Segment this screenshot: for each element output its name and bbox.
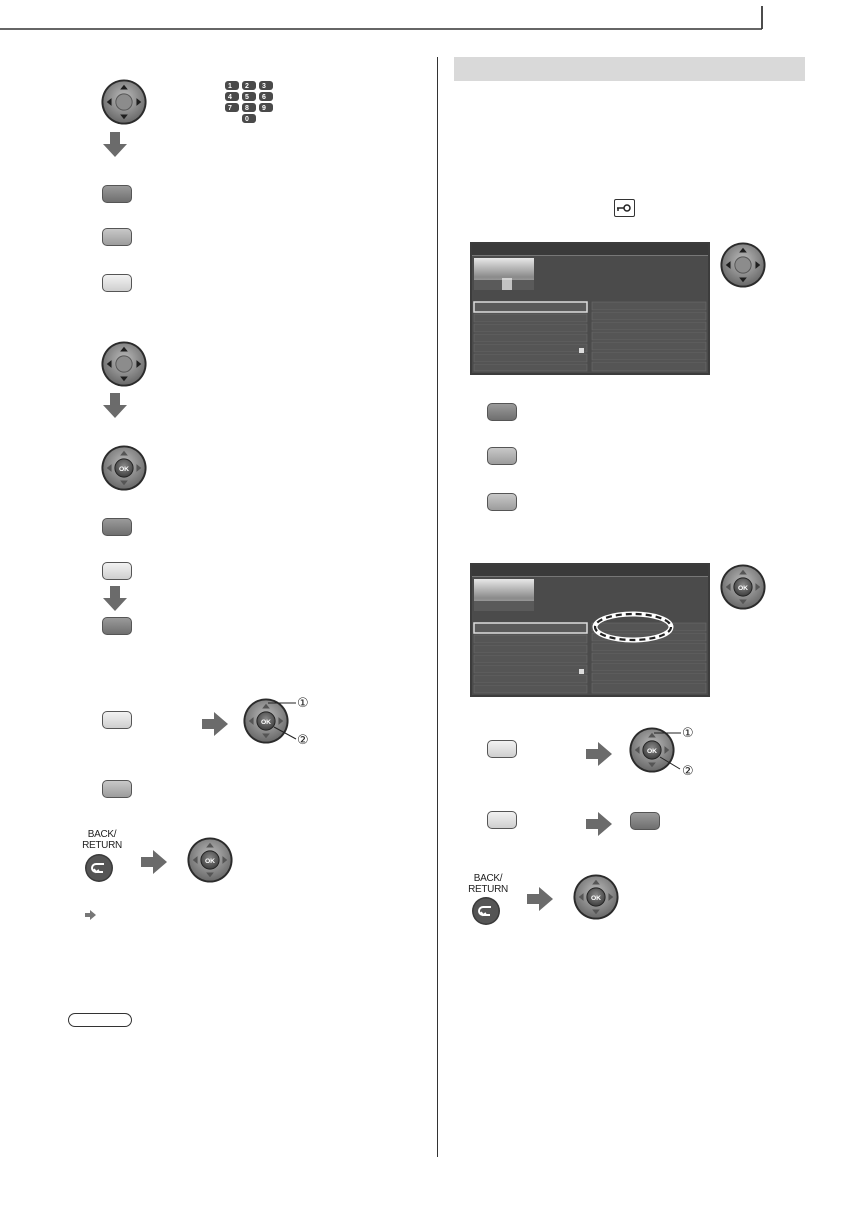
green-colour-key [487, 493, 517, 511]
right-arrow-icon [527, 887, 553, 911]
cursor-pad-icon [100, 78, 148, 126]
yellow-colour-key [487, 740, 517, 758]
svg-text:8: 8 [245, 105, 249, 112]
red-colour-key [630, 812, 660, 830]
note-badge [68, 1013, 132, 1027]
yellow-colour-key [102, 562, 132, 580]
down-arrow-icon [102, 132, 128, 158]
svg-text:5: 5 [245, 94, 249, 101]
ok-pad-icon [719, 563, 767, 611]
right-arrow-icon [141, 850, 167, 874]
numeric-keypad-icon [225, 81, 275, 123]
green-colour-key [102, 780, 132, 798]
right-arrow-icon [202, 712, 228, 736]
column-divider [437, 57, 438, 1157]
section-heading-bar [454, 57, 805, 81]
yellow-colour-key [102, 711, 132, 729]
right-arrow-icon [586, 742, 612, 766]
yellow-colour-key [487, 811, 517, 829]
ok-pad-icon [186, 836, 234, 884]
svg-text:6: 6 [262, 94, 266, 101]
down-arrow-icon [102, 393, 128, 419]
svg-text:1: 1 [228, 83, 232, 90]
green-colour-key [102, 228, 132, 246]
svg-text:9: 9 [262, 105, 266, 112]
callout-one: ① [682, 726, 694, 741]
red-colour-key [102, 185, 132, 203]
svg-text:2: 2 [245, 83, 249, 90]
top-rule [0, 0, 856, 60]
cursor-pad-icon [719, 241, 767, 289]
reference-arrow-icon [85, 910, 97, 920]
back-return-label: BACK/ RETURN [468, 873, 508, 895]
red-colour-key [102, 617, 132, 635]
lock-icon [614, 199, 635, 217]
tv-menu-screen [470, 242, 710, 375]
cursor-pad-icon [100, 340, 148, 388]
back-return-icon [84, 853, 114, 883]
ok-pad-icon [100, 444, 148, 492]
ok-pad-icon [572, 873, 620, 921]
back-return-icon [471, 896, 501, 926]
back-return-label: BACK/ RETURN [82, 829, 122, 851]
highlight-ellipse [592, 610, 674, 644]
svg-text:3: 3 [262, 83, 266, 90]
red-colour-key [102, 518, 132, 536]
right-arrow-icon [586, 812, 612, 836]
callout-two: ② [297, 733, 309, 748]
callout-one: ① [297, 696, 309, 711]
callout-two: ② [682, 764, 694, 779]
green-colour-key [487, 447, 517, 465]
red-colour-key [487, 403, 517, 421]
svg-text:7: 7 [228, 105, 232, 112]
svg-text:4: 4 [228, 94, 232, 101]
svg-text:0: 0 [245, 116, 249, 123]
yellow-colour-key [102, 274, 132, 292]
tv-menu-screen-edit [470, 563, 710, 697]
down-arrow-icon [102, 586, 128, 612]
